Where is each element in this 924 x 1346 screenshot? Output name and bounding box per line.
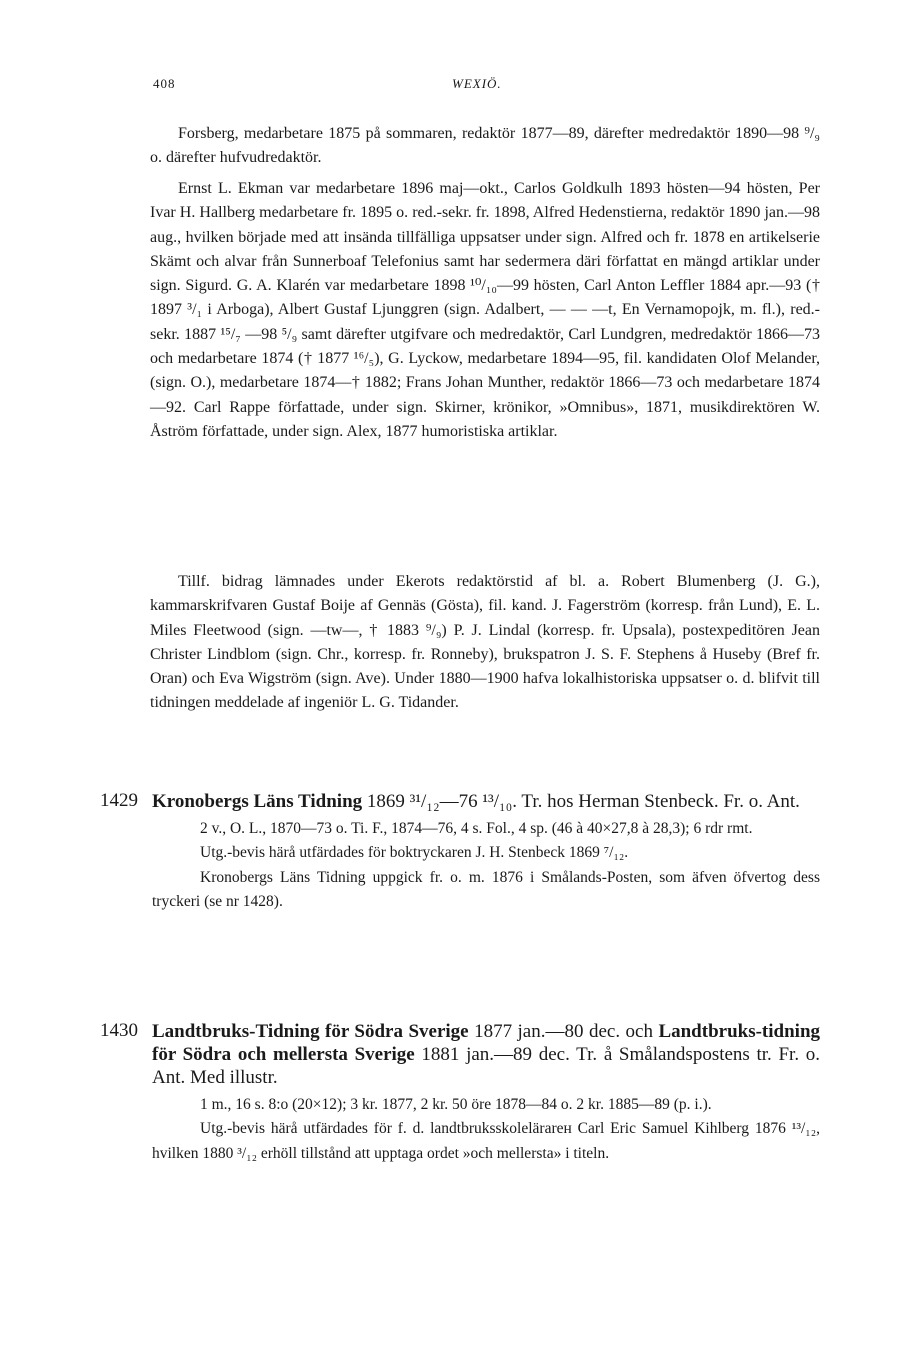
paragraph-forsberg: Forsberg, medarbetare 1875 på sommaren, redaktör 1877—89, därefter medredaktör 1890—98 ⁹/₉ o. därefter hufvudredaktör. — [150, 125, 820, 167]
body-text-contributors — [150, 570, 820, 716]
entry-detail: Kronobergs Läns Tidning uppgick fr. o. m. 1876 i Smålands-Posten, som äfven öfvertog dess tryckeri (se nr 1428). — [152, 868, 820, 910]
paragraph-contributors: Tillf. bidrag lämnades under Ekerots redaktörstid af bl. a. Robert Blumenberg (J. G.), kammarskrifvaren Gustaf Boije af Gennäs (Gösta), fil. kand. J. Fagerström (korresp. från Lund), E. L. Miles Fleetwood (sign. —tw—, † 1883 ⁹/₉) P. J. Lindal (korresp. fr. Upsala), postexpeditören Jean Christer Lindblom (sign. Chr., korresp. fr. Ronneby), brukspatron J. S. F. Stephens å Huseby (Bref fr. Oran) och Eva Wigström (sign. Ave). Under 1880—1900 hafva lokalhistoriska uppsatser o. d. blifvit till tidningen meddelade af ingeniör L. G. Tidander. — [150, 573, 820, 712]
entry-detail: 2 v., O. L., 1870—73 o. Ti. F., 1874—76, 4 s. Fol., 4 sp. (46 à 40×27,8 à 28,3); 6 rdr rmt. — [200, 820, 753, 837]
entry-body — [152, 790, 820, 914]
entry-title-bold-2: Landtbruks-tidning för Södra och mellersta Sverige — [152, 1021, 821, 1065]
entry-title — [152, 790, 820, 813]
body-text — [150, 122, 820, 171]
entry-title-rest: 1869 ³¹/₁₂—76 ¹³/₁₀. Tr. hos Herman Stenbeck. Fr. o. Ant. — [366, 791, 800, 812]
body-text-staff — [150, 177, 820, 444]
entry-title — [152, 1020, 820, 1089]
entry-body — [152, 1020, 820, 1166]
entry-title-bold: Landtbruks-Tidning för Södra Sverige — [152, 1021, 469, 1042]
entry-title-bold: Kronobergs Läns Tidning — [152, 791, 363, 812]
entry-title-rest-2: 1881 jan.—89 dec. Tr. å Smålandspostens tr. Fr. o. Ant. Med illustr. — [152, 1044, 820, 1088]
entry-number: 1429 — [100, 790, 138, 811]
entry-detail: Utg.-bevis härå utfärdades för f. d. landtbruksskolelärarен Carl Eric Samuel Kihlberg 1876 ¹³/₁₂, hvilken 1880 ³/₁₂ erhöll tillstånd att upptaga ordet »och mellersta» i titeln. — [152, 1120, 820, 1162]
entry-detail: 1 m., 16 s. 8:o (20×12); 3 kr. 1877, 2 kr. 50 öre 1878—84 o. 2 kr. 1885—89 (p. i.). — [200, 1096, 712, 1113]
paragraph-staff: Ernst L. Ekman var medarbetare 1896 maj—okt., Carlos Goldkulh 1893 hösten—94 hösten, Per Ivar H. Hallberg medarbetare fr. 1895 o. red.-sekr. fr. 1898, Alfred Hedenstierna, redaktör 1890 jan.—98 aug., hvilken började med att insända tillfälliga uppsatser under sign. Alfred och fr. 1878 en artikelserie Skämt och alvar från Sunnerboaf Telefonius samt har sedermera däri författat en mängd artiklar under sign. Sigurd. G. A. Klarén var medarbetare 1898 ¹⁰/₁₀—99 hösten, Carl Anton Leffler 1884 apr.—93 († 1897 ³/₁ i Arboga), Albert Gustaf Ljunggren (sign. Adalbert, — — —t, En Vernamopojk, m. fl.), red.-sekr. 1887 ¹⁵/₇ —98 ⁵/₉ samt därefter utgifvare och medredaktör, Carl Lundgren, medredaktör 1866—73 och medarbetare 1874 († 1877 ¹⁶/₅), G. Lyckow, medarbetare 1894—95, fil. kandidaten Olof Melander, (sign. O.), medarbetare 1874—† 1882; Frans Johan Munther, redaktör 1866—73 och medarbetare 1874—92. Carl Rappe författade, under sign. Skirner, krönikor, »Omnibus», 1871, musikdirektören W. Åström författade, under sign. Alex, 1877 humoristiska artiklar. — [150, 180, 820, 440]
entry-detail: Utg.-bevis härå utfärdades för boktryckaren J. H. Stenbeck 1869 ⁷/₁₂. — [200, 844, 629, 862]
entry-title-rest: 1877 jan.—80 dec. och — [474, 1021, 653, 1042]
page-header — [150, 76, 820, 100]
page-number: 408 — [153, 76, 176, 91]
entry-number: 1430 — [100, 1020, 138, 1041]
running-title: WEXIÖ. — [452, 76, 502, 91]
